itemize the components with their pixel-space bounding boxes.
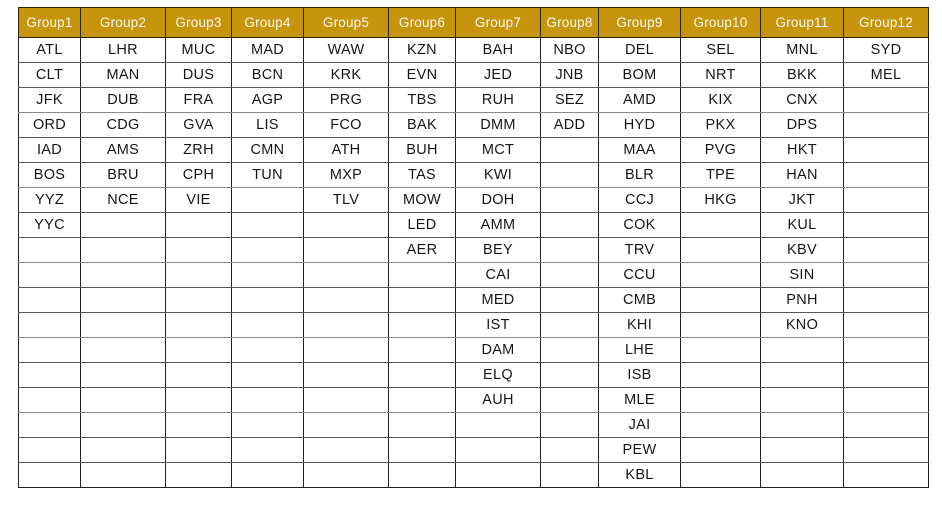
airport-code-cell: NRT	[681, 63, 761, 88]
airport-code-cell: KRK	[304, 63, 389, 88]
empty-cell	[541, 413, 599, 438]
empty-cell	[232, 463, 304, 488]
airport-groups-table	[18, 7, 929, 488]
empty-cell	[232, 438, 304, 463]
empty-cell	[761, 388, 844, 413]
table-row	[19, 463, 929, 488]
airport-code-cell: NCE	[81, 188, 166, 213]
empty-cell	[456, 463, 541, 488]
table-row	[19, 238, 929, 263]
airport-code-cell: JED	[456, 63, 541, 88]
empty-cell	[389, 313, 456, 338]
airport-code-cell: VIE	[166, 188, 232, 213]
empty-cell	[681, 438, 761, 463]
airport-code-cell: MOW	[389, 188, 456, 213]
airport-code-cell: SEZ	[541, 88, 599, 113]
airport-code-cell: FRA	[166, 88, 232, 113]
empty-cell	[81, 388, 166, 413]
airport-code-cell: PRG	[304, 88, 389, 113]
table-row	[19, 38, 929, 63]
airport-code-cell: BUH	[389, 138, 456, 163]
empty-cell	[81, 438, 166, 463]
empty-cell	[541, 288, 599, 313]
airport-code-cell: DOH	[456, 188, 541, 213]
airport-code-cell: HYD	[599, 113, 681, 138]
table-row	[19, 213, 929, 238]
empty-cell	[844, 188, 929, 213]
table-row	[19, 313, 929, 338]
empty-cell	[19, 238, 81, 263]
empty-cell	[304, 238, 389, 263]
airport-code-cell: JAI	[599, 413, 681, 438]
column-header-group5: Group5	[304, 8, 389, 38]
airport-code-cell: KWI	[456, 163, 541, 188]
empty-cell	[232, 213, 304, 238]
airport-code-cell: HKG	[681, 188, 761, 213]
empty-cell	[541, 438, 599, 463]
table-row	[19, 263, 929, 288]
empty-cell	[166, 263, 232, 288]
airport-code-cell: AER	[389, 238, 456, 263]
empty-cell	[304, 463, 389, 488]
empty-cell	[541, 163, 599, 188]
airport-code-cell: WAW	[304, 38, 389, 63]
column-header-group8: Group8	[541, 8, 599, 38]
empty-cell	[389, 363, 456, 388]
empty-cell	[19, 363, 81, 388]
airport-code-cell: HKT	[761, 138, 844, 163]
airport-code-cell: TPE	[681, 163, 761, 188]
empty-cell	[166, 213, 232, 238]
airport-code-cell: BAK	[389, 113, 456, 138]
empty-cell	[166, 438, 232, 463]
table-row	[19, 113, 929, 138]
airport-code-cell: BAH	[456, 38, 541, 63]
airport-code-cell: BOM	[599, 63, 681, 88]
table-row	[19, 188, 929, 213]
empty-cell	[844, 113, 929, 138]
empty-cell	[166, 463, 232, 488]
empty-cell	[232, 238, 304, 263]
empty-cell	[844, 438, 929, 463]
airport-code-cell: MXP	[304, 163, 389, 188]
empty-cell	[681, 238, 761, 263]
empty-cell	[389, 388, 456, 413]
column-header-group9: Group9	[599, 8, 681, 38]
empty-cell	[166, 313, 232, 338]
empty-cell	[844, 363, 929, 388]
column-header-group6: Group6	[389, 8, 456, 38]
airport-code-cell: ADD	[541, 113, 599, 138]
empty-cell	[81, 263, 166, 288]
column-header-group2: Group2	[81, 8, 166, 38]
airport-code-cell: KBL	[599, 463, 681, 488]
empty-cell	[389, 288, 456, 313]
airport-code-cell: AUH	[456, 388, 541, 413]
airport-code-cell: MUC	[166, 38, 232, 63]
column-header-group12: Group12	[844, 8, 929, 38]
empty-cell	[389, 338, 456, 363]
empty-cell	[304, 213, 389, 238]
empty-cell	[19, 288, 81, 313]
airport-code-cell: BRU	[81, 163, 166, 188]
empty-cell	[844, 138, 929, 163]
empty-cell	[681, 338, 761, 363]
airport-code-cell: ORD	[19, 113, 81, 138]
airport-code-cell: AMD	[599, 88, 681, 113]
empty-cell	[844, 88, 929, 113]
empty-cell	[456, 413, 541, 438]
empty-cell	[761, 438, 844, 463]
empty-cell	[304, 288, 389, 313]
empty-cell	[166, 238, 232, 263]
empty-cell	[166, 288, 232, 313]
airport-code-cell: RUH	[456, 88, 541, 113]
empty-cell	[541, 463, 599, 488]
empty-cell	[232, 363, 304, 388]
airport-code-cell: ATL	[19, 38, 81, 63]
airport-code-cell: EVN	[389, 63, 456, 88]
airport-code-cell: ELQ	[456, 363, 541, 388]
airport-code-cell: MED	[456, 288, 541, 313]
empty-cell	[304, 438, 389, 463]
empty-cell	[844, 213, 929, 238]
airport-code-cell: MCT	[456, 138, 541, 163]
table-body	[19, 38, 929, 488]
airport-code-cell: CDG	[81, 113, 166, 138]
airport-code-cell: IAD	[19, 138, 81, 163]
airport-code-cell: KZN	[389, 38, 456, 63]
empty-cell	[681, 288, 761, 313]
empty-cell	[681, 363, 761, 388]
column-header-group3: Group3	[166, 8, 232, 38]
airport-code-cell: LHE	[599, 338, 681, 363]
empty-cell	[844, 463, 929, 488]
empty-cell	[19, 413, 81, 438]
empty-cell	[844, 388, 929, 413]
airport-code-cell: DEL	[599, 38, 681, 63]
airport-code-cell: BLR	[599, 163, 681, 188]
airport-code-cell: PKX	[681, 113, 761, 138]
empty-cell	[456, 438, 541, 463]
airport-code-cell: CNX	[761, 88, 844, 113]
empty-cell	[761, 363, 844, 388]
column-header-group1: Group1	[19, 8, 81, 38]
airport-code-cell: YYC	[19, 213, 81, 238]
empty-cell	[541, 213, 599, 238]
airport-code-cell: ISB	[599, 363, 681, 388]
empty-cell	[681, 263, 761, 288]
empty-cell	[761, 463, 844, 488]
empty-cell	[232, 413, 304, 438]
table-row	[19, 63, 929, 88]
empty-cell	[681, 413, 761, 438]
airport-code-cell: DMM	[456, 113, 541, 138]
airport-code-cell: KIX	[681, 88, 761, 113]
airport-code-cell: SEL	[681, 38, 761, 63]
empty-cell	[19, 388, 81, 413]
airport-code-cell: NBO	[541, 38, 599, 63]
empty-cell	[681, 388, 761, 413]
empty-cell	[81, 238, 166, 263]
airport-code-cell: SYD	[844, 38, 929, 63]
empty-cell	[304, 338, 389, 363]
airport-code-cell: BOS	[19, 163, 81, 188]
airport-code-cell: BKK	[761, 63, 844, 88]
column-header-group4: Group4	[232, 8, 304, 38]
airport-code-cell: DPS	[761, 113, 844, 138]
table-row	[19, 88, 929, 113]
empty-cell	[304, 263, 389, 288]
table-row	[19, 288, 929, 313]
empty-cell	[19, 263, 81, 288]
airport-code-cell: TBS	[389, 88, 456, 113]
header-row	[19, 8, 929, 38]
empty-cell	[166, 363, 232, 388]
airport-code-cell: CPH	[166, 163, 232, 188]
empty-cell	[681, 213, 761, 238]
airport-code-cell: MNL	[761, 38, 844, 63]
airport-code-cell: DUB	[81, 88, 166, 113]
table-row	[19, 438, 929, 463]
empty-cell	[681, 463, 761, 488]
airport-code-cell: CCU	[599, 263, 681, 288]
airport-code-cell: DUS	[166, 63, 232, 88]
empty-cell	[541, 238, 599, 263]
airport-code-cell: MEL	[844, 63, 929, 88]
empty-cell	[19, 313, 81, 338]
airport-code-cell: CCJ	[599, 188, 681, 213]
airport-code-cell: ZRH	[166, 138, 232, 163]
airport-code-cell: BEY	[456, 238, 541, 263]
table-row	[19, 388, 929, 413]
empty-cell	[541, 338, 599, 363]
empty-cell	[19, 338, 81, 363]
airport-code-cell: LHR	[81, 38, 166, 63]
empty-cell	[166, 338, 232, 363]
airport-code-cell: AMM	[456, 213, 541, 238]
airport-code-cell: CMN	[232, 138, 304, 163]
airport-code-cell: DAM	[456, 338, 541, 363]
airport-code-cell: JKT	[761, 188, 844, 213]
airport-code-cell: ATH	[304, 138, 389, 163]
airport-code-cell: PNH	[761, 288, 844, 313]
empty-cell	[19, 463, 81, 488]
empty-cell	[81, 213, 166, 238]
empty-cell	[844, 288, 929, 313]
table-row	[19, 138, 929, 163]
airport-code-cell: MLE	[599, 388, 681, 413]
airport-code-cell: YYZ	[19, 188, 81, 213]
empty-cell	[232, 263, 304, 288]
table-row	[19, 163, 929, 188]
empty-cell	[844, 313, 929, 338]
empty-cell	[304, 363, 389, 388]
airport-code-cell: LED	[389, 213, 456, 238]
table-row	[19, 363, 929, 388]
empty-cell	[232, 188, 304, 213]
empty-cell	[232, 388, 304, 413]
airport-code-cell: JFK	[19, 88, 81, 113]
empty-cell	[304, 313, 389, 338]
empty-cell	[541, 363, 599, 388]
empty-cell	[232, 288, 304, 313]
empty-cell	[541, 313, 599, 338]
airport-code-cell: TAS	[389, 163, 456, 188]
empty-cell	[541, 188, 599, 213]
empty-cell	[389, 463, 456, 488]
empty-cell	[81, 413, 166, 438]
airport-code-cell: CLT	[19, 63, 81, 88]
empty-cell	[19, 438, 81, 463]
empty-cell	[389, 413, 456, 438]
airport-code-cell: TLV	[304, 188, 389, 213]
empty-cell	[844, 163, 929, 188]
empty-cell	[844, 338, 929, 363]
empty-cell	[844, 263, 929, 288]
airport-code-cell: CMB	[599, 288, 681, 313]
airport-code-cell: CAI	[456, 263, 541, 288]
airport-code-cell: LIS	[232, 113, 304, 138]
airport-code-cell: KNO	[761, 313, 844, 338]
empty-cell	[166, 388, 232, 413]
airport-code-cell: KUL	[761, 213, 844, 238]
airport-code-cell: MAA	[599, 138, 681, 163]
empty-cell	[232, 313, 304, 338]
empty-cell	[541, 388, 599, 413]
empty-cell	[166, 413, 232, 438]
airport-code-cell: PEW	[599, 438, 681, 463]
airport-code-cell: MAD	[232, 38, 304, 63]
airport-code-cell: BCN	[232, 63, 304, 88]
column-header-group7: Group7	[456, 8, 541, 38]
empty-cell	[81, 288, 166, 313]
empty-cell	[844, 238, 929, 263]
airport-code-cell: AGP	[232, 88, 304, 113]
empty-cell	[541, 138, 599, 163]
column-header-group10: Group10	[681, 8, 761, 38]
empty-cell	[232, 338, 304, 363]
empty-cell	[761, 338, 844, 363]
empty-cell	[844, 413, 929, 438]
airport-code-cell: JNB	[541, 63, 599, 88]
empty-cell	[681, 313, 761, 338]
empty-cell	[81, 338, 166, 363]
empty-cell	[304, 413, 389, 438]
airport-code-cell: TRV	[599, 238, 681, 263]
airport-code-cell: AMS	[81, 138, 166, 163]
empty-cell	[389, 438, 456, 463]
airport-code-cell: KBV	[761, 238, 844, 263]
airport-code-cell: GVA	[166, 113, 232, 138]
column-header-group11: Group11	[761, 8, 844, 38]
airport-code-cell: PVG	[681, 138, 761, 163]
empty-cell	[81, 463, 166, 488]
airport-code-cell: COK	[599, 213, 681, 238]
empty-cell	[761, 413, 844, 438]
airport-code-cell: IST	[456, 313, 541, 338]
airport-code-cell: KHI	[599, 313, 681, 338]
table-row	[19, 338, 929, 363]
airport-code-cell: MAN	[81, 63, 166, 88]
airport-code-cell: SIN	[761, 263, 844, 288]
empty-cell	[304, 388, 389, 413]
empty-cell	[81, 363, 166, 388]
empty-cell	[389, 263, 456, 288]
airport-code-cell: TUN	[232, 163, 304, 188]
airport-code-cell: HAN	[761, 163, 844, 188]
empty-cell	[81, 313, 166, 338]
airport-code-cell: FCO	[304, 113, 389, 138]
table-row	[19, 413, 929, 438]
empty-cell	[541, 263, 599, 288]
